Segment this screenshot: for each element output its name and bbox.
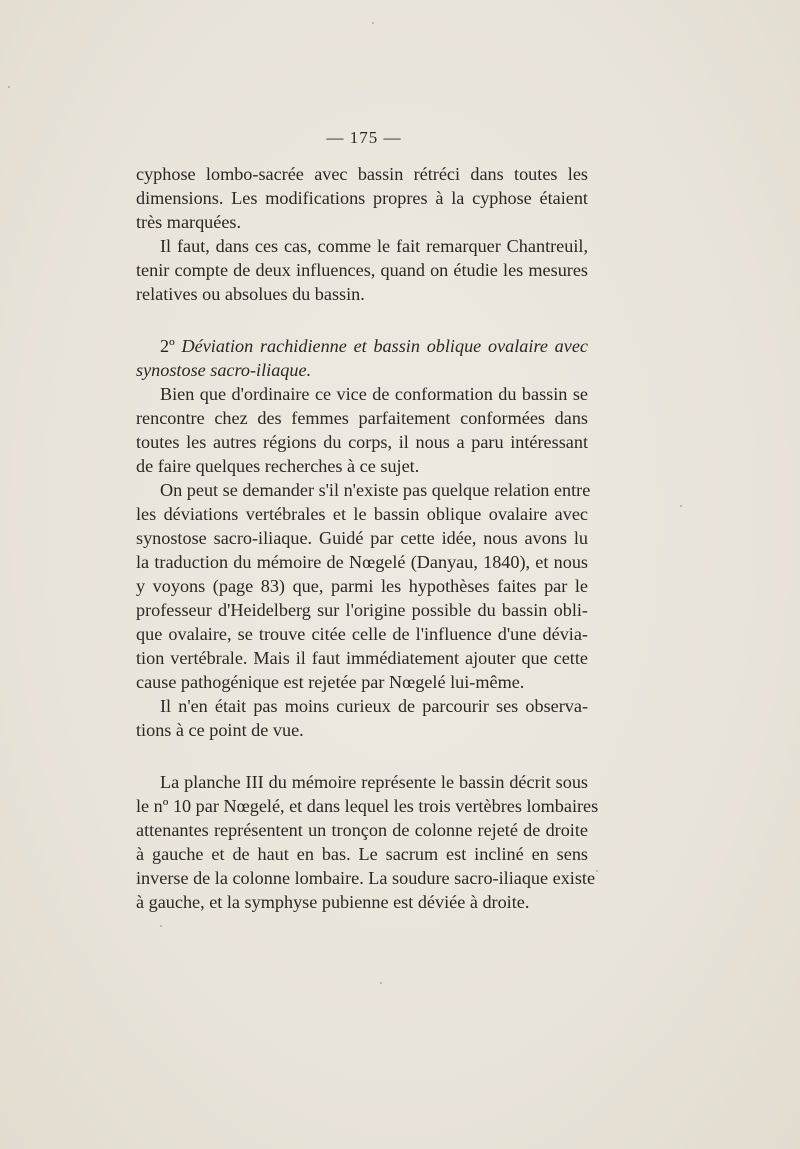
text-line: On peut se demander s'il n'existe pas quelque relation entre: [160, 480, 591, 500]
paper-speck: [160, 925, 162, 927]
section-heading: [160, 334, 588, 358]
text-line: les déviations vertébrales et le bassin oblique ovalaire avec: [136, 504, 588, 524]
text-line: à gauche et de haut en bas. Le sacrum est incliné en sens: [136, 844, 588, 864]
text-line: toutes les autres régions du corps, il nous a paru intéressant: [136, 432, 588, 452]
text-line: rencontre chez des femmes parfaitement conformées dans: [136, 408, 588, 428]
text-line: y voyons (page 83) que, parmi les hypothèses faites par le: [136, 576, 588, 596]
text-line: tion vertébrale. Mais il faut immédiatement ajouter que cette: [136, 648, 588, 668]
text-line: dimensions. Les modifications propres à la cyphose étaient: [136, 188, 588, 208]
text-line: professeur d'Heidelberg sur l'origine possible du bassin obli-: [136, 600, 588, 620]
text-line: tenir compte de deux influences, quand on étudie les mesures: [136, 260, 588, 280]
text-line: cause pathogénique est rejetée par Nœgelé lui-même.: [136, 672, 525, 692]
text-line: relatives ou absolues du bassin.: [136, 284, 365, 304]
text-line: tions à ce point de vue.: [136, 720, 304, 740]
paper-speck: [8, 86, 10, 88]
text-line: à gauche, et la symphyse pubienne est déviée à droite.: [136, 892, 530, 912]
text-line: le nº 10 par Nœgelé, et dans lequel les trois vertèbres lombaires: [136, 796, 599, 816]
text-line: que ovalaire, se trouve citée celle de l'influence d'une dévia-: [136, 624, 588, 644]
section-number: 2º: [160, 336, 175, 356]
page-number: — 175 —: [326, 128, 402, 147]
paper-speck: [372, 22, 374, 24]
text-line: la traduction du mémoire de Nœgelé (Danyau, 1840), et nous: [136, 552, 588, 572]
text-line: synostose sacro-iliaque. Guidé par cette idée, nous avons lu: [136, 528, 588, 548]
text-line: inverse de la colonne lombaire. La soudure sacro-iliaque existe: [136, 868, 596, 888]
paper-speck: [680, 505, 682, 507]
paper-speck: [596, 870, 598, 872]
text-line: La planche III du mémoire représente le bassin décrit sous: [160, 772, 588, 792]
text-line: de faire quelques recherches à ce sujet.: [136, 456, 420, 476]
text-line: cyphose lombo-sacrée avec bassin rétréci dans toutes les: [136, 164, 588, 184]
section-title: Déviation rachidienne et bassin oblique ovalaire avec: [181, 336, 588, 356]
text-line: Bien que d'ordinaire ce vice de conformation du bassin se: [160, 384, 588, 404]
paper-speck: [380, 982, 382, 984]
text-line: Il n'en était pas moins curieux de parcourir ses observa-: [160, 696, 588, 716]
text-line: Il faut, dans ces cas, comme le fait remarquer Chantreuil,: [160, 236, 588, 256]
section-title-continued: synostose sacro-iliaque.: [136, 360, 312, 380]
text-line: très marquées.: [136, 212, 242, 232]
text-line: attenantes représentent un tronçon de colonne rejeté de droite: [136, 820, 588, 840]
